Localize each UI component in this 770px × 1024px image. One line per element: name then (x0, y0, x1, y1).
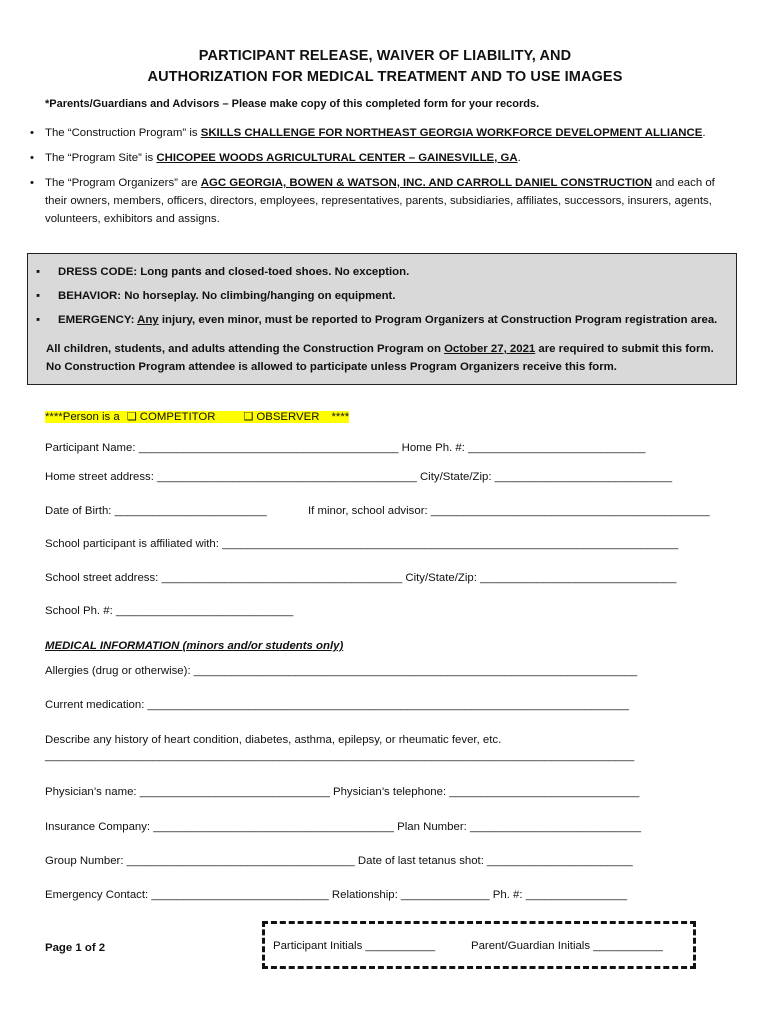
bullet-program-organizers (30, 174, 720, 228)
bullet-text: . (517, 152, 521, 164)
bullet-text: and each of their owners, members, officers, directors, employees, representatives, parents, subsidiaries, affiliates, successors, insurers, agents, volunteers, exhibitors and assigns. (45, 177, 715, 225)
note-text: are required to submit this form. No Construction Program attendee is allowed to participate unless Program Organizers receive this form. (46, 343, 714, 373)
observer-label: OBSERVER (256, 411, 320, 423)
school-affiliated-field[interactable]: School participant is affiliated with: ________________________________________________________________________ (45, 538, 679, 550)
rule-emergency (36, 314, 717, 326)
participant-name-field[interactable]: Participant Name: _________________________________________ Home Ph. #: ____________________________ (45, 442, 646, 454)
event-date: October 27, 2021 (444, 343, 536, 355)
form-title (0, 46, 770, 88)
rule-emphasis: Any (137, 314, 159, 326)
bullet-text: . (702, 127, 706, 139)
rule-text: injury, even minor, must be reported to Program Organizers at Construction Program registration area. (158, 314, 718, 326)
history-field[interactable]: _____________________________________________________________________________________________ (45, 750, 635, 762)
competitor-checkbox[interactable]: ❑ (126, 411, 137, 423)
note-text: All children, students, and adults attending the Construction Program on (46, 343, 445, 355)
bullet-program-site (30, 149, 720, 167)
square-bullet-icon: ▪ (36, 314, 41, 326)
person-type-highlight (45, 411, 349, 423)
copy-note: *Parents/Guardians and Advisors – Please make copy of this completed form for your records. (45, 98, 540, 110)
square-bullet-icon: ▪ (36, 266, 41, 278)
group-number-field[interactable]: Group Number: ____________________________________ Date of last tetanus shot: _______________________ (45, 855, 633, 867)
bullet-construction-program (30, 124, 720, 142)
rule-text: BEHAVIOR: No horseplay. No climbing/hanging on equipment. (58, 290, 396, 302)
page-number: Page 1 of 2 (45, 942, 106, 954)
allergies-field[interactable]: Allergies (drug or otherwise): ______________________________________________________________________ (45, 665, 638, 677)
program-organizers: AGC GEORGIA, BOWEN & WATSON, INC. AND CARROLL DANIEL CONSTRUCTION (200, 177, 653, 189)
program-name: SKILLS CHALLENGE FOR NORTHEAST GEORGIA WORKFORCE DEVELOPMENT ALLIANCE (200, 127, 703, 139)
home-address-field[interactable]: Home street address: _________________________________________ City/State/Zip: ____________________________ (45, 471, 673, 483)
physician-field[interactable]: Physician’s name: ______________________________ Physician’s telephone: ______________________________ (45, 786, 640, 798)
title-line-1: PARTICIPANT RELEASE, WAIVER OF LIABILITY, AND (198, 48, 572, 64)
guardian-initials-field[interactable]: Parent/Guardian Initials ___________ (471, 940, 663, 952)
observer-checkbox[interactable]: ❑ (243, 411, 254, 423)
person-type-label: ****Person is a (45, 411, 123, 423)
medical-heading: MEDICAL INFORMATION (minors and/or students only) (45, 640, 344, 652)
initials-box (262, 921, 696, 969)
school-phone-field[interactable]: School Ph. #: ____________________________ (45, 605, 294, 617)
person-type-suffix: **** (331, 411, 350, 423)
attendance-note (46, 340, 726, 376)
person-type-row (45, 410, 349, 423)
program-site: CHICOPEE WOODS AGRICULTURAL CENTER – GAINESVILLE, GA (156, 152, 518, 164)
history-label: Describe any history of heart condition, diabetes, asthma, epilepsy, or rheumatic fever, etc. (45, 734, 502, 746)
school-address-field[interactable]: School street address: ______________________________________ City/State/Zip: _______________________________ (45, 572, 677, 584)
rules-box (27, 253, 737, 385)
bullet-text: The “Construction Program” is (45, 127, 201, 139)
dob-field[interactable]: Date of Birth: ________________________ (45, 505, 267, 517)
participant-initials-field[interactable]: Participant Initials ___________ (273, 940, 436, 952)
square-bullet-icon: ▪ (36, 290, 41, 302)
rule-label: EMERGENCY: (58, 314, 135, 326)
school-advisor-field[interactable]: If minor, school advisor: ____________________________________________ (308, 505, 710, 517)
rule-behavior (36, 290, 396, 302)
rule-text: DRESS CODE: Long pants and closed-toed shoes. No exception. (58, 266, 410, 278)
competitor-label: COMPETITOR (139, 411, 216, 423)
rule-dress-code (36, 266, 409, 278)
bullet-text: The “Program Organizers” are (45, 177, 201, 189)
title-line-2: AUTHORIZATION FOR MEDICAL TREATMENT AND TO USE IMAGES (147, 69, 623, 85)
program-definitions (30, 124, 720, 235)
bullet-text: The “Program Site” is (45, 152, 157, 164)
insurance-field[interactable]: Insurance Company: ______________________________________ Plan Number: ___________________________ (45, 821, 642, 833)
emergency-contact-field[interactable]: Emergency Contact: ____________________________ Relationship: ______________ Ph. #: ________________ (45, 889, 628, 901)
medication-field[interactable]: Current medication: ____________________________________________________________________________ (45, 699, 630, 711)
